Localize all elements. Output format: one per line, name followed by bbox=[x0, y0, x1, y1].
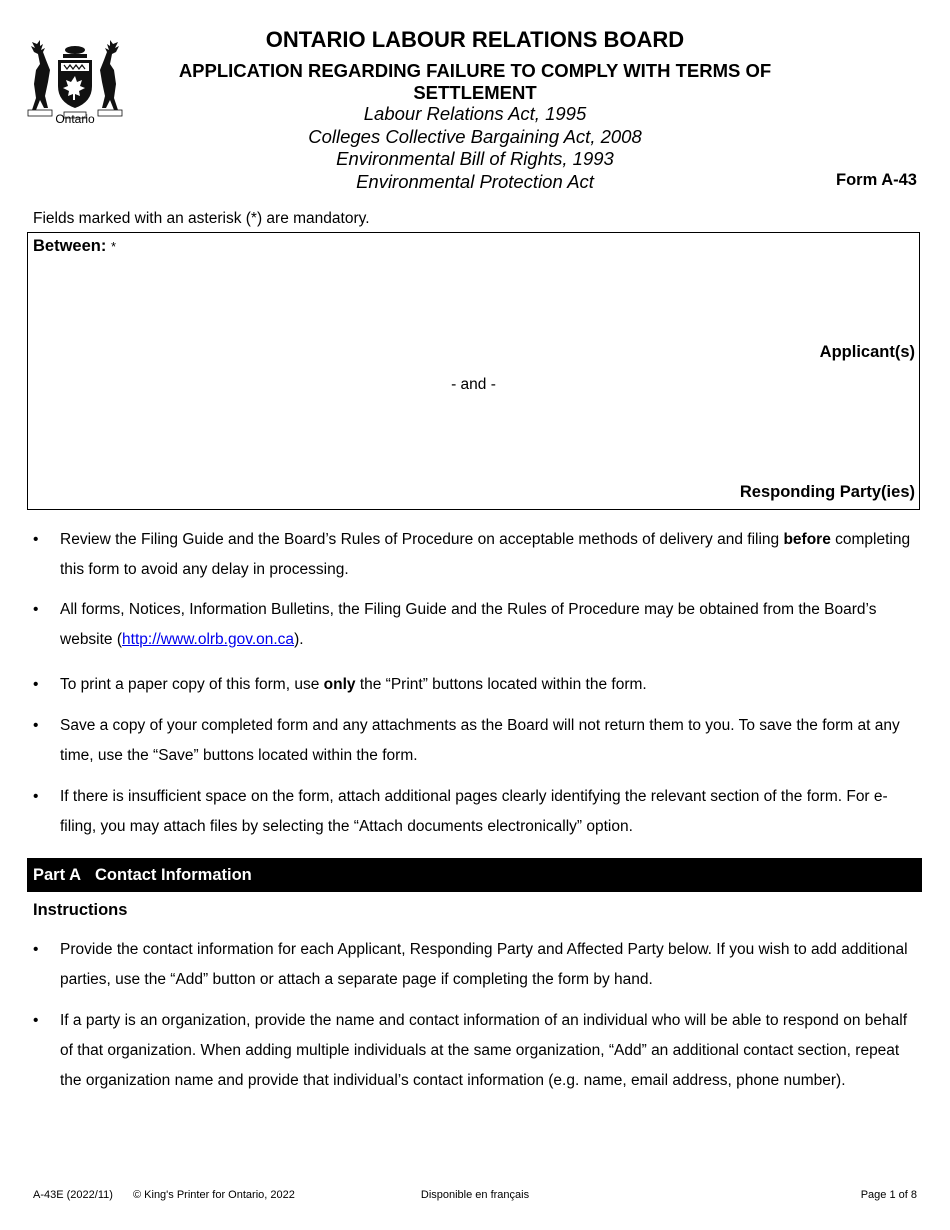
bullet-icon: • bbox=[33, 531, 39, 548]
instructions-heading: Instructions bbox=[33, 901, 128, 919]
bullet-text-bold: only bbox=[323, 676, 356, 693]
form-code: A-43E (2022/11) bbox=[33, 1189, 113, 1201]
list-item bbox=[33, 782, 918, 842]
bullet-text: If there is insufficient space on the form, attach additional pages clearly identifying the relevant section of the form. For e-filing, you may attach files by selecting the “Attach documents electronically” option. bbox=[60, 788, 888, 835]
bullet-icon: • bbox=[33, 1012, 39, 1029]
bullet-icon: • bbox=[33, 601, 39, 618]
bullet-icon: • bbox=[33, 941, 39, 958]
part-a-header bbox=[27, 858, 922, 892]
between-label-text: Between: bbox=[33, 237, 107, 255]
bullet-text: ). bbox=[294, 631, 304, 648]
and-separator: - and - bbox=[451, 376, 496, 393]
copyright: © King's Printer for Ontario, 2022 bbox=[133, 1189, 295, 1201]
act-item: Labour Relations Act, 1995 bbox=[363, 103, 587, 124]
part-label: Part A bbox=[33, 866, 81, 884]
bullet-icon: • bbox=[33, 788, 39, 805]
act-item: Environmental Protection Act bbox=[356, 170, 594, 192]
bullet-text: the “Print” buttons located within the form. bbox=[355, 676, 647, 693]
org-title: ONTARIO LABOUR RELATIONS BOARD bbox=[265, 27, 685, 52]
french-availability: Disponible en français bbox=[420, 1189, 530, 1201]
bullet-text: Provide the contact information for each Applicant, Responding Party and Affected Party below. If you wish to add additional parties, use the “Add” button or attach a separate page if completing the form by hand. bbox=[60, 941, 908, 988]
bullet-text: completing this form to avoid any delay in processing. bbox=[60, 531, 911, 578]
bullet-text-bold: before bbox=[783, 531, 831, 548]
bullet-text: All forms, Notices, Information Bulletins, the Filing Guide and the Rules of Procedure may be obtained from the Board’s website ( bbox=[60, 601, 877, 648]
act-item: Environmental Bill of Rights, 1993 bbox=[336, 148, 614, 169]
list-item bbox=[33, 525, 918, 585]
general-instructions-list bbox=[33, 525, 918, 842]
between-label bbox=[33, 237, 116, 256]
bullet-text: To print a paper copy of this form, use bbox=[60, 676, 324, 693]
application-title: APPLICATION REGARDING FAILURE TO COMPLY WITH TERMS OF SETTLEMENT bbox=[178, 60, 772, 103]
list-item bbox=[33, 935, 918, 995]
acts-list bbox=[150, 103, 800, 193]
responding-party-label: Responding Party(ies) bbox=[739, 483, 915, 501]
list-item bbox=[33, 711, 918, 771]
act-item: Colleges Collective Bargaining Act, 2008 bbox=[308, 125, 642, 147]
olrb-website-link[interactable]: http://www.olrb.gov.on.ca bbox=[122, 631, 295, 648]
bullet-text: Save a copy of your completed form and any attachments as the Board will not return them to you. To save the form at any time, use the “Save” buttons located within the form. bbox=[60, 717, 900, 764]
part-title: Contact Information bbox=[95, 866, 252, 884]
applicant-label: Applicant(s) bbox=[819, 343, 915, 361]
list-item bbox=[33, 595, 918, 655]
list-item bbox=[33, 1006, 918, 1096]
list-item bbox=[33, 670, 918, 700]
mandatory-fields-note: Fields marked with an asterisk (*) are mandatory. bbox=[33, 210, 370, 227]
page-number: Page 1 of 8 bbox=[860, 1189, 917, 1201]
required-asterisk: * bbox=[110, 239, 117, 254]
between-parties-box bbox=[27, 232, 920, 510]
part-a-instructions-list bbox=[33, 935, 918, 1096]
bullet-icon: • bbox=[33, 676, 39, 693]
bullet-text: If a party is an organization, provide the name and contact information of an individual who will be able to respond on behalf of that organization. When adding multiple individuals at the same organization, “Add” an additional contact section, repeat the organization name and provide that individual’s contact information (e.g. name, email address, phone number). bbox=[60, 1012, 907, 1089]
form-number: Form A-43 bbox=[836, 171, 917, 189]
bullet-icon: • bbox=[33, 717, 39, 734]
logo-caption: Ontario bbox=[55, 112, 95, 126]
bullet-text: Review the Filing Guide and the Board’s Rules of Procedure on acceptable methods of delivery and filing bbox=[60, 531, 784, 548]
